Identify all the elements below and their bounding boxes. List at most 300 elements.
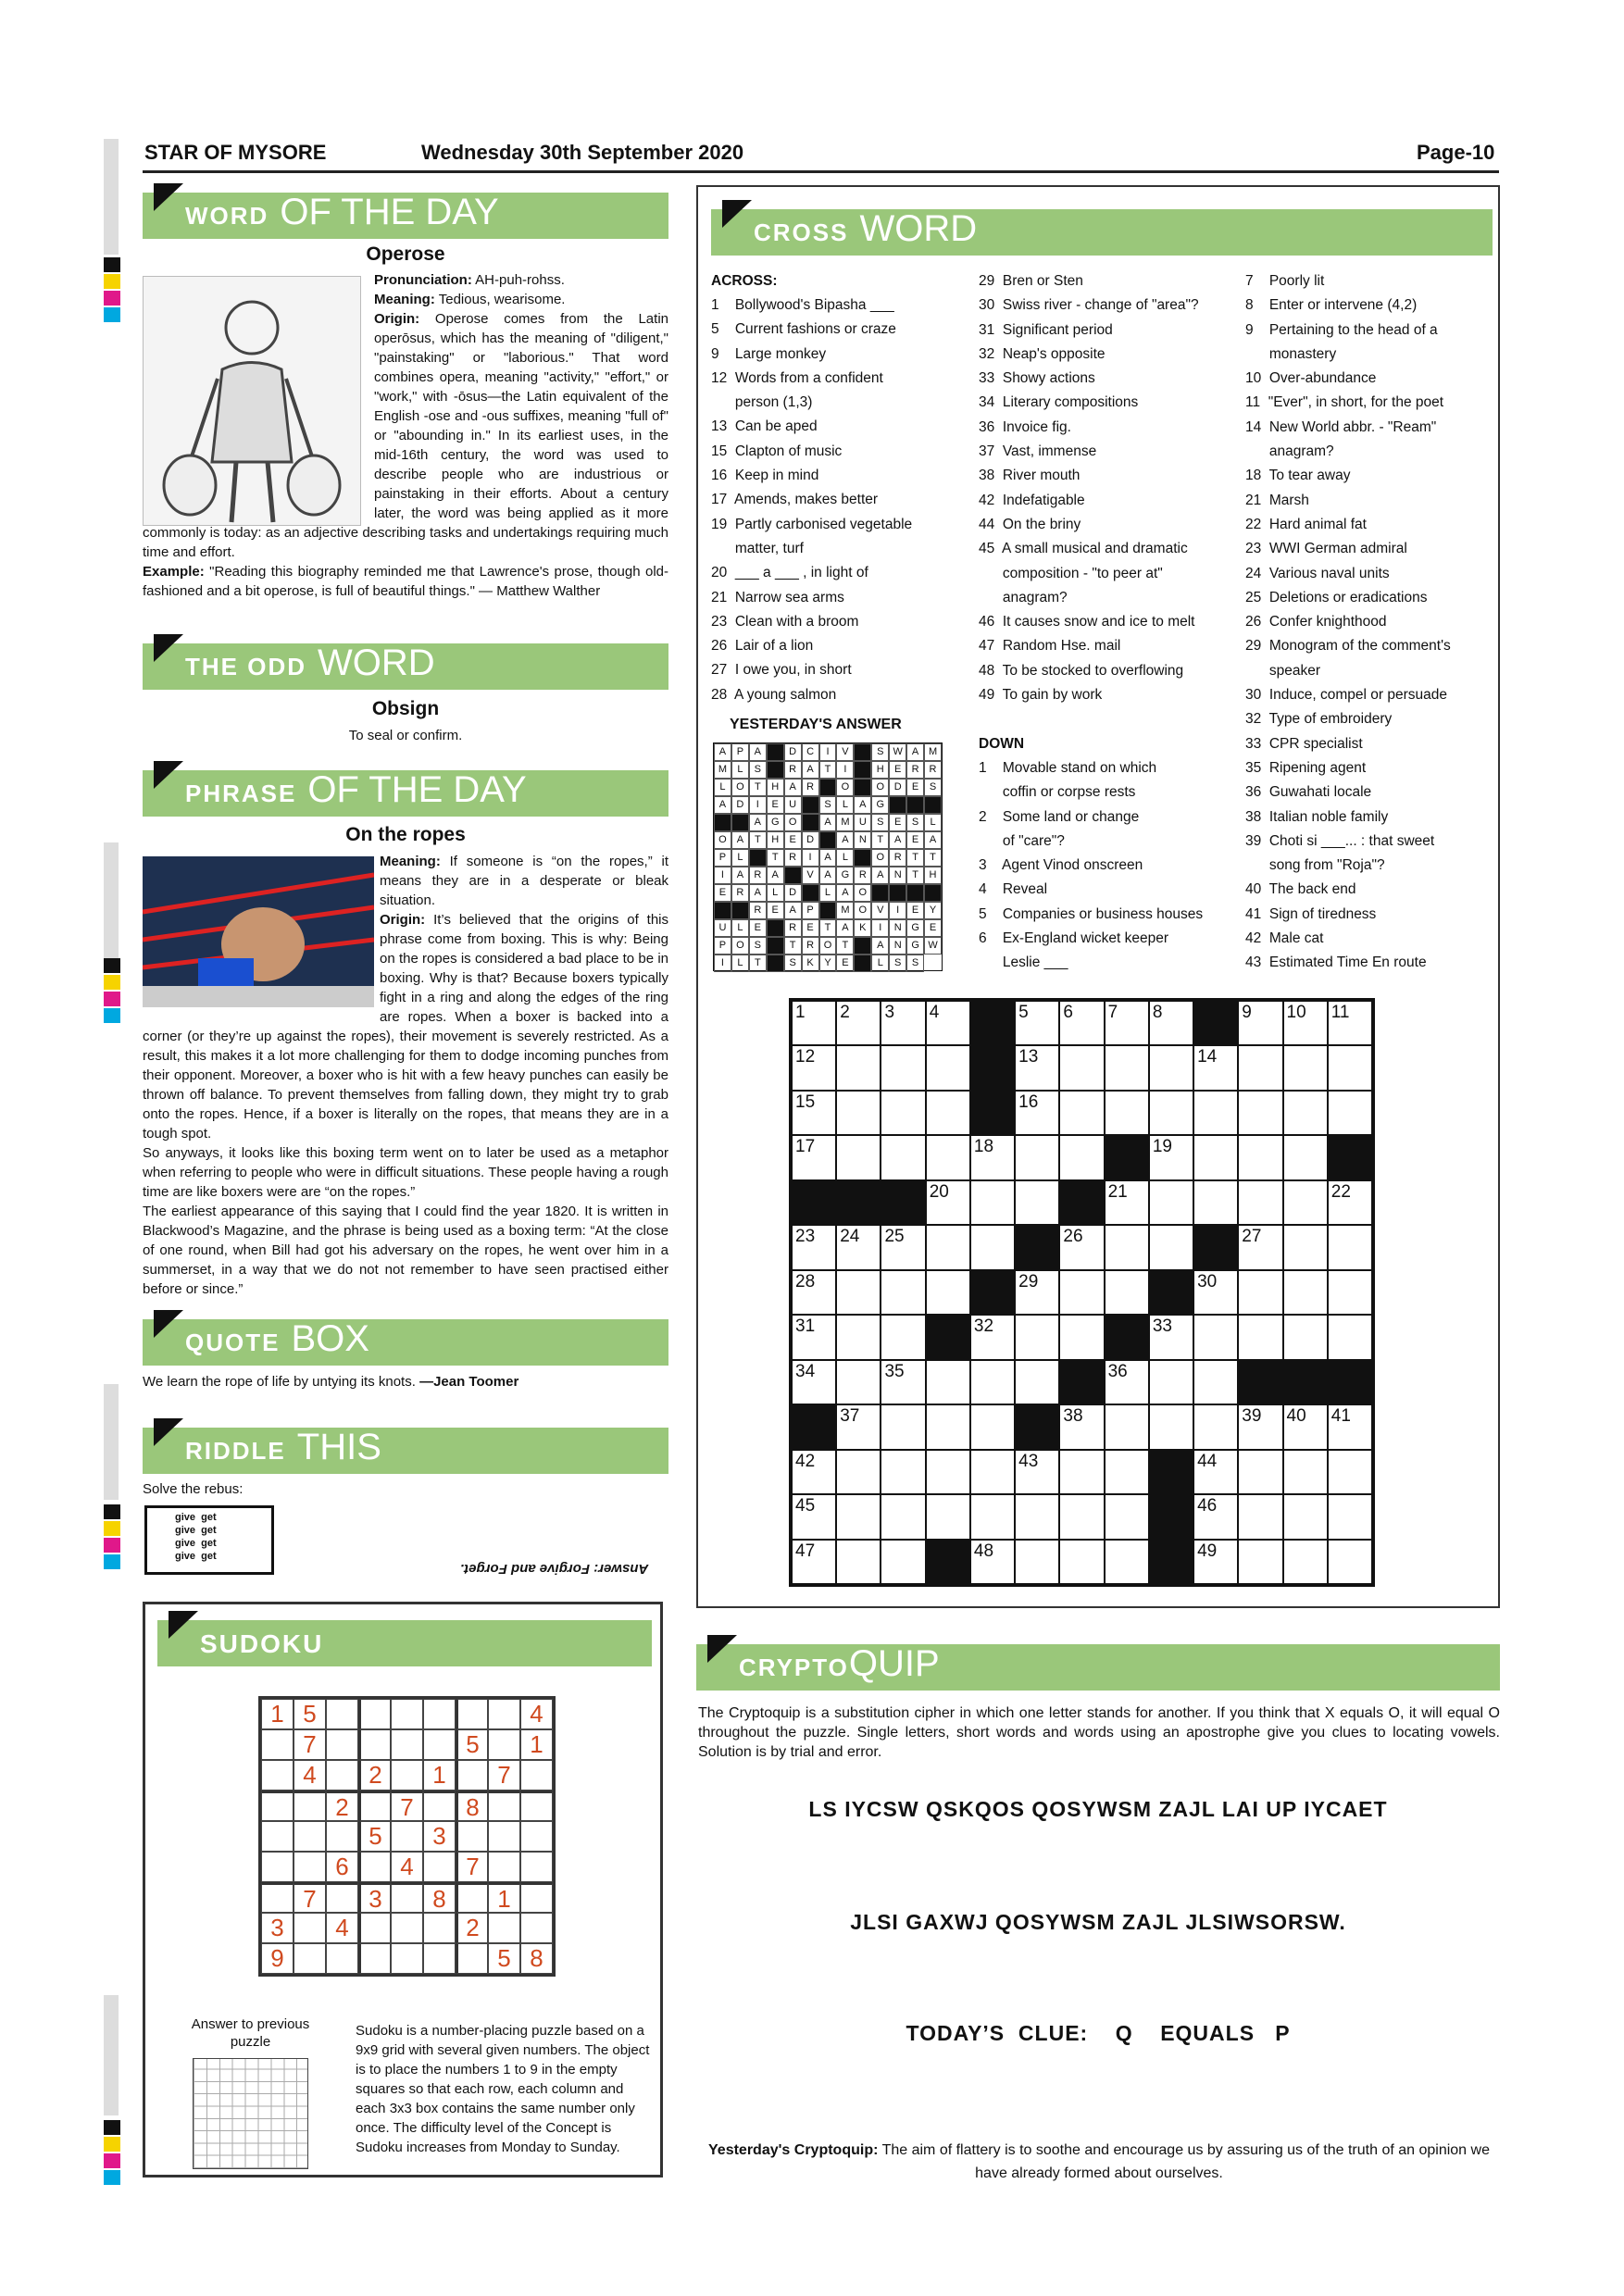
- sudoku-cell[interactable]: [488, 1913, 520, 1943]
- crossword-cell[interactable]: [970, 1360, 1015, 1404]
- crossword-clue-number: 21: [1107, 1181, 1128, 1202]
- crossword-clue-number: 41: [1330, 1406, 1351, 1427]
- answer-block: [802, 796, 819, 814]
- crossword-cell[interactable]: [970, 1225, 1015, 1269]
- crossword-cell[interactable]: [1015, 1315, 1059, 1359]
- sudoku-cell: 1: [488, 1882, 520, 1913]
- sudoku-cell[interactable]: [520, 1760, 553, 1791]
- crossword-cell[interactable]: [1238, 1540, 1282, 1584]
- crossword-cell[interactable]: [792, 1315, 836, 1359]
- crossword-cell[interactable]: [1105, 1450, 1149, 1494]
- sudoku-cell[interactable]: [326, 1729, 358, 1760]
- crossword-cell[interactable]: [1015, 1091, 1059, 1135]
- sudoku-cell: 1: [261, 1699, 294, 1729]
- sudoku-cell: 7: [488, 1760, 520, 1791]
- crossword-cell[interactable]: [1238, 1001, 1282, 1045]
- sudoku-cell[interactable]: [294, 1821, 326, 1852]
- crossword-cell[interactable]: [926, 1270, 970, 1315]
- crossword-cell[interactable]: [926, 1225, 970, 1269]
- crossword-cell[interactable]: [926, 1045, 970, 1090]
- answer-letter: S: [906, 955, 924, 972]
- crossword-cell[interactable]: [1328, 1315, 1372, 1359]
- crossword-clue-number: 13: [1018, 1047, 1039, 1067]
- sudoku-cell[interactable]: [391, 1821, 423, 1852]
- answer-letter: A: [749, 814, 767, 831]
- crossword-clue-number: 36: [1107, 1361, 1128, 1381]
- sudoku-cell[interactable]: [326, 1760, 358, 1791]
- sudoku-cell[interactable]: [520, 1852, 553, 1882]
- answer-letter: T: [749, 831, 767, 849]
- answer-letter: G: [767, 814, 784, 831]
- crossword-cell[interactable]: [836, 1091, 881, 1135]
- crossword-clue-number: 47: [795, 1541, 816, 1561]
- label: Origin:: [374, 311, 420, 327]
- crossword-cell[interactable]: [1015, 1540, 1059, 1584]
- sudoku-cell[interactable]: [261, 1729, 294, 1760]
- sudoku-cell[interactable]: [488, 1729, 520, 1760]
- crossword-cell[interactable]: [1193, 1045, 1238, 1090]
- crossword-cell[interactable]: [1193, 1540, 1238, 1584]
- sudoku-cell: 4: [294, 1760, 326, 1791]
- sudoku-cell[interactable]: [261, 1821, 294, 1852]
- answer-letter: A: [836, 831, 854, 849]
- crossword-cell[interactable]: [836, 1494, 881, 1539]
- sudoku-cell[interactable]: [261, 1760, 294, 1791]
- crossword-cell[interactable]: [1015, 1135, 1059, 1179]
- sudoku-cell[interactable]: [391, 1760, 423, 1791]
- crossword-block: [970, 1091, 1015, 1135]
- answer-letter: I: [714, 867, 731, 884]
- answer-letter: K: [802, 955, 819, 972]
- crossword-cell[interactable]: [1328, 1494, 1372, 1539]
- crossword-cell[interactable]: [970, 1135, 1015, 1179]
- crossword-cell[interactable]: [792, 1001, 836, 1045]
- crossword-cell[interactable]: [970, 1540, 1015, 1584]
- answer-letter: R: [906, 761, 924, 779]
- sudoku-cell[interactable]: [358, 1943, 391, 1974]
- crossword-cell[interactable]: [1059, 1270, 1104, 1315]
- crossword-cell[interactable]: [1193, 1494, 1238, 1539]
- crossword-cell[interactable]: [1015, 1494, 1059, 1539]
- crossword-cell[interactable]: [1149, 1225, 1193, 1269]
- crossword-cell[interactable]: [1328, 1540, 1372, 1584]
- crossword-clue-number: 24: [840, 1227, 860, 1247]
- crossword-cell[interactable]: [1328, 1270, 1372, 1315]
- sudoku-cell[interactable]: [391, 1913, 423, 1943]
- crossword-cell[interactable]: [836, 1315, 881, 1359]
- sudoku-cell[interactable]: [294, 1852, 326, 1882]
- crossword-block: [1149, 1540, 1193, 1584]
- answer-letter: I: [749, 796, 767, 814]
- crossword-cell[interactable]: [792, 1135, 836, 1179]
- banner-small-text: PHRASE: [185, 780, 297, 807]
- crossword-cell[interactable]: [1149, 1180, 1193, 1225]
- crossword-cell[interactable]: [1238, 1225, 1282, 1269]
- crossword-cell[interactable]: [1238, 1404, 1282, 1449]
- crossword-clue-number: 7: [1107, 1003, 1118, 1022]
- crossword-cell[interactable]: [1015, 1001, 1059, 1045]
- sudoku-cell[interactable]: [391, 1729, 423, 1760]
- answer-letter: E: [714, 884, 731, 902]
- crossword-cell[interactable]: [1059, 1404, 1104, 1449]
- crossword-cell[interactable]: [1015, 1450, 1059, 1494]
- sudoku-cell[interactable]: [294, 1791, 326, 1821]
- sudoku-cell[interactable]: [423, 1913, 456, 1943]
- crossword-cell[interactable]: [836, 1001, 881, 1045]
- crossword-cell[interactable]: [1015, 1045, 1059, 1090]
- sudoku-cell[interactable]: [488, 1791, 520, 1821]
- sudoku-cell[interactable]: [456, 1882, 488, 1913]
- crossword-block: [1328, 1135, 1372, 1179]
- word-of-day-pronunciation: [374, 270, 668, 290]
- crossword-block: [970, 1270, 1015, 1315]
- crossword-cell[interactable]: [1149, 1135, 1193, 1179]
- answer-block: [819, 779, 837, 796]
- crossword-cell[interactable]: [792, 1270, 836, 1315]
- answer-letter: E: [802, 919, 819, 937]
- crossword-cell[interactable]: [1328, 1180, 1372, 1225]
- crossword-cell[interactable]: [1328, 1404, 1372, 1449]
- sudoku-cell: 5: [358, 1821, 391, 1852]
- crossword-block: [1283, 1360, 1328, 1404]
- crossword-clue-number: 5: [1018, 1003, 1029, 1022]
- reg-mark: [104, 1554, 120, 1569]
- banner-corner: [722, 200, 752, 228]
- cryptoquip-intro: The Cryptoquip is a substitution cipher in which one letter stands for another. If you think that X equals O, it will equal O throughout the puzzle. Single letters, short words and words using an apostrophe give you clues to locating vowels. Solution is by trial and error.: [698, 1705, 1500, 1760]
- answer-letter: L: [731, 849, 749, 867]
- crossword-cell[interactable]: [1059, 1045, 1104, 1090]
- crossword-cell[interactable]: [836, 1225, 881, 1269]
- answer-letter: S: [871, 743, 889, 761]
- crossword-cell[interactable]: [970, 1404, 1015, 1449]
- crossword-cell[interactable]: [1059, 1540, 1104, 1584]
- answer-letter: W: [889, 743, 906, 761]
- crossword-cell[interactable]: [1149, 1091, 1193, 1135]
- sudoku-cell[interactable]: [391, 1882, 423, 1913]
- crossword-cell[interactable]: [1059, 1450, 1104, 1494]
- crossword-cell[interactable]: [1283, 1001, 1328, 1045]
- crossword-cell[interactable]: [926, 1091, 970, 1135]
- crossword-cell[interactable]: [1105, 1270, 1149, 1315]
- answer-letter: V: [802, 867, 819, 884]
- answer-letter: A: [854, 796, 871, 814]
- crossword-cell[interactable]: [792, 1091, 836, 1135]
- crossword-block: [836, 1180, 881, 1225]
- value: Tedious, wearisome.: [438, 292, 566, 307]
- sudoku-cell[interactable]: [456, 1760, 488, 1791]
- sudoku-cell[interactable]: [520, 1821, 553, 1852]
- crossword-cell[interactable]: [1059, 1135, 1104, 1179]
- banner-small-text: SUDOKU: [200, 1629, 324, 1658]
- crossword-cell[interactable]: [1283, 1315, 1328, 1359]
- crossword-cell[interactable]: [792, 1540, 836, 1584]
- answer-letter: I: [802, 849, 819, 867]
- crossword-clue-number: 33: [1152, 1316, 1172, 1337]
- sudoku-cell[interactable]: [456, 1699, 488, 1729]
- sudoku-cell[interactable]: [261, 1852, 294, 1882]
- crossword-cell[interactable]: [1238, 1315, 1282, 1359]
- crossword-cell[interactable]: [1105, 1494, 1149, 1539]
- sudoku-cell[interactable]: [294, 1913, 326, 1943]
- answer-letter: R: [731, 884, 749, 902]
- crossword-cell[interactable]: [1328, 1045, 1372, 1090]
- crossword-cell[interactable]: [1238, 1450, 1282, 1494]
- answer-letter: V: [836, 743, 854, 761]
- sudoku-cell[interactable]: [423, 1699, 456, 1729]
- cryptoquip-clue: TODAY’S CLUE: Q EQUALS P: [906, 2021, 1291, 2045]
- sudoku-banner: [157, 1620, 652, 1666]
- quote-banner: [143, 1319, 668, 1366]
- crossword-cell[interactable]: [1238, 1135, 1282, 1179]
- crossword-clue-number: 30: [1197, 1271, 1218, 1292]
- crossword-cell[interactable]: [881, 1494, 925, 1539]
- sudoku-cell[interactable]: [391, 1699, 423, 1729]
- crossword-cell[interactable]: [1283, 1450, 1328, 1494]
- crossword-cell[interactable]: [1105, 1225, 1149, 1269]
- answer-letter: R: [784, 919, 802, 937]
- answer-letter: H: [924, 867, 942, 884]
- crossword-cell[interactable]: [1328, 1225, 1372, 1269]
- crossword-cell[interactable]: [881, 1135, 925, 1179]
- sudoku-cell: 1: [520, 1729, 553, 1760]
- answer-letter: O: [784, 814, 802, 831]
- answer-letter: T: [819, 761, 837, 779]
- crossword-cell[interactable]: [926, 1001, 970, 1045]
- crossword-cell[interactable]: [881, 1270, 925, 1315]
- crossword-clue-number: 4: [929, 1003, 940, 1022]
- sudoku-cell[interactable]: [520, 1913, 553, 1943]
- crossword-cell[interactable]: [1193, 1135, 1238, 1179]
- crossword-cell[interactable]: [1105, 1404, 1149, 1449]
- crossword-cell[interactable]: [1149, 1001, 1193, 1045]
- sudoku-cell[interactable]: [391, 1943, 423, 1974]
- crossword-cell[interactable]: [881, 1045, 925, 1090]
- sudoku-cell[interactable]: [520, 1882, 553, 1913]
- crossword-cell[interactable]: [1283, 1494, 1328, 1539]
- crossword-cell[interactable]: [970, 1180, 1015, 1225]
- sudoku-cell[interactable]: [488, 1852, 520, 1882]
- crossword-cell[interactable]: [836, 1270, 881, 1315]
- phrase-meaning: [380, 852, 668, 910]
- crossword-cell[interactable]: [792, 1225, 836, 1269]
- crossword-cell[interactable]: [1105, 1360, 1149, 1404]
- crossword-clue-number: 42: [795, 1451, 816, 1471]
- crossword-cell[interactable]: [792, 1494, 836, 1539]
- crossword-cell[interactable]: [836, 1404, 881, 1449]
- answer-letter: R: [924, 761, 942, 779]
- label: Origin:: [380, 912, 426, 928]
- crossword-cell[interactable]: [1238, 1180, 1282, 1225]
- answer-letter: W: [924, 937, 942, 955]
- answer-letter: A: [784, 779, 802, 796]
- crossword-block: [1105, 1315, 1149, 1359]
- reg-mark: [104, 274, 120, 289]
- crossword-cell[interactable]: [1283, 1135, 1328, 1179]
- crossword-cell[interactable]: [836, 1450, 881, 1494]
- crossword-cell[interactable]: [1193, 1315, 1238, 1359]
- reg-mark: [104, 2120, 120, 2135]
- crossword-cell[interactable]: [1193, 1270, 1238, 1315]
- crossword-cell[interactable]: [881, 1404, 925, 1449]
- crossword-cell[interactable]: [1328, 1450, 1372, 1494]
- crossword-cell[interactable]: [1105, 1180, 1149, 1225]
- crossword-cell[interactable]: [1283, 1045, 1328, 1090]
- answer-letter: A: [889, 831, 906, 849]
- answer-letter: T: [749, 779, 767, 796]
- yesterday-answer-grid: [713, 742, 943, 971]
- crossword-cell[interactable]: [1149, 1404, 1193, 1449]
- crossword-cell[interactable]: [836, 1360, 881, 1404]
- crossword-cell[interactable]: [1015, 1180, 1059, 1225]
- crossword-cell[interactable]: [926, 1180, 970, 1225]
- answer-letter: P: [731, 743, 749, 761]
- crossword-cell[interactable]: [970, 1315, 1015, 1359]
- crossword-cell[interactable]: [1238, 1091, 1282, 1135]
- crossword-cell[interactable]: [970, 1494, 1015, 1539]
- margin-strip: [104, 1995, 119, 2115]
- header-rule: [143, 170, 1499, 173]
- sudoku-cell: 3: [423, 1821, 456, 1852]
- crossword-clue-number: 40: [1286, 1406, 1306, 1427]
- crossword-block: [1193, 1001, 1238, 1045]
- crossword-cell[interactable]: [1105, 1001, 1149, 1045]
- sudoku-cell[interactable]: [261, 1882, 294, 1913]
- answer-letter: A: [871, 937, 889, 955]
- sudoku-cell[interactable]: [326, 1699, 358, 1729]
- sudoku-cell[interactable]: [261, 1791, 294, 1821]
- crossword-cell[interactable]: [926, 1135, 970, 1179]
- answer-letter: R: [889, 849, 906, 867]
- answer-letter: E: [767, 902, 784, 919]
- crossword-cell[interactable]: [1149, 1045, 1193, 1090]
- answer-letter: E: [889, 761, 906, 779]
- crossword-cell[interactable]: [792, 1450, 836, 1494]
- float-spacer: [143, 910, 380, 1012]
- crossword-cell[interactable]: [1238, 1494, 1282, 1539]
- answer-letter: P: [802, 902, 819, 919]
- crossword-cell[interactable]: [881, 1360, 925, 1404]
- answer-letter: A: [784, 902, 802, 919]
- crossword-cell[interactable]: [1149, 1360, 1193, 1404]
- sudoku-cell[interactable]: [358, 1913, 391, 1943]
- sudoku-cell[interactable]: [326, 1943, 358, 1974]
- sudoku-cell[interactable]: [358, 1699, 391, 1729]
- sudoku-cell[interactable]: [326, 1821, 358, 1852]
- crossword-block: [970, 1045, 1015, 1090]
- crossword-cell[interactable]: [1015, 1360, 1059, 1404]
- crossword-cell[interactable]: [1283, 1091, 1328, 1135]
- sudoku-cell[interactable]: [358, 1791, 391, 1821]
- crossword-cell[interactable]: [1283, 1404, 1328, 1449]
- sudoku-cell[interactable]: [456, 1943, 488, 1974]
- crossword-cell[interactable]: [881, 1315, 925, 1359]
- answer-block: [819, 831, 837, 849]
- crossword-cell[interactable]: [1238, 1045, 1282, 1090]
- answer-block: [731, 902, 749, 919]
- crossword-cell[interactable]: [836, 1540, 881, 1584]
- crossword-cell[interactable]: [926, 1360, 970, 1404]
- crossword-cell[interactable]: [1059, 1494, 1104, 1539]
- sudoku-cell[interactable]: [423, 1852, 456, 1882]
- crossword-cell[interactable]: [1283, 1540, 1328, 1584]
- crossword-cell[interactable]: [1105, 1540, 1149, 1584]
- crossword-clue-number: 38: [1063, 1406, 1083, 1427]
- crossword-block: [1105, 1135, 1149, 1179]
- answer-letter: A: [749, 743, 767, 761]
- sudoku-cell[interactable]: [294, 1943, 326, 1974]
- crossword-cell[interactable]: [836, 1045, 881, 1090]
- crossword-cell[interactable]: [1283, 1180, 1328, 1225]
- crossword-cell[interactable]: [1193, 1360, 1238, 1404]
- sudoku-cell[interactable]: [358, 1729, 391, 1760]
- sudoku-cell[interactable]: [520, 1791, 553, 1821]
- answer-block: [731, 814, 749, 831]
- crossword-cell[interactable]: [970, 1450, 1015, 1494]
- sudoku-cell[interactable]: [488, 1821, 520, 1852]
- crossword-cell[interactable]: [1149, 1315, 1193, 1359]
- crossword-cell[interactable]: [926, 1494, 970, 1539]
- sudoku-cell[interactable]: [423, 1791, 456, 1821]
- crossword-cell[interactable]: [1105, 1091, 1149, 1135]
- crossword-cell[interactable]: [1105, 1045, 1149, 1090]
- crossword-cell[interactable]: [1059, 1091, 1104, 1135]
- answer-letter: D: [889, 779, 906, 796]
- crossword-cell[interactable]: [1283, 1270, 1328, 1315]
- crossword-cell[interactable]: [926, 1450, 970, 1494]
- crossword-cell[interactable]: [836, 1135, 881, 1179]
- crossword-cell[interactable]: [881, 1450, 925, 1494]
- crossword-cell[interactable]: [1193, 1091, 1238, 1135]
- answer-letter: D: [784, 743, 802, 761]
- crossword-cell[interactable]: [792, 1045, 836, 1090]
- answer-block: [889, 884, 906, 902]
- crossword-cell[interactable]: [1193, 1450, 1238, 1494]
- sudoku-cell[interactable]: [423, 1943, 456, 1974]
- sudoku-cell[interactable]: [326, 1882, 358, 1913]
- crossword-cell[interactable]: [881, 1091, 925, 1135]
- sudoku-cell[interactable]: [423, 1729, 456, 1760]
- crossword-clue-number: 6: [1063, 1003, 1073, 1022]
- crossword-cell[interactable]: [1283, 1225, 1328, 1269]
- answer-letter: A: [906, 743, 924, 761]
- sudoku-cell[interactable]: [456, 1821, 488, 1852]
- crossword-cell[interactable]: [881, 1225, 925, 1269]
- value: If someone is “on the ropes,” it means they are in a desperate or bleak situation.: [380, 854, 668, 908]
- word-of-day-origin: [143, 309, 668, 601]
- label: Yesterday's Cryptoquip:: [708, 2142, 879, 2158]
- sudoku-cell[interactable]: [358, 1852, 391, 1882]
- crossword-clue-number: 14: [1197, 1047, 1218, 1067]
- answer-letter: N: [889, 919, 906, 937]
- crossword-cell[interactable]: [1328, 1091, 1372, 1135]
- crossword-cell[interactable]: [1059, 1315, 1104, 1359]
- answer-letter: U: [714, 919, 731, 937]
- crossword-cell[interactable]: [926, 1404, 970, 1449]
- crossword-cell[interactable]: [1059, 1001, 1104, 1045]
- answer-letter: O: [871, 779, 889, 796]
- quote: We learn the rope of life by untying its knots.: [143, 1374, 416, 1390]
- crossword-cell[interactable]: [1059, 1225, 1104, 1269]
- sudoku-cell[interactable]: [488, 1699, 520, 1729]
- crossword-cell[interactable]: [1015, 1270, 1059, 1315]
- crossword-cell[interactable]: [1193, 1404, 1238, 1449]
- crossword-cell[interactable]: [792, 1360, 836, 1404]
- crossword-cell[interactable]: [1238, 1270, 1282, 1315]
- crossword-cell[interactable]: [881, 1001, 925, 1045]
- crossword-cell[interactable]: [1193, 1180, 1238, 1225]
- crossword-cell[interactable]: [881, 1540, 925, 1584]
- crossword-cell[interactable]: [1328, 1001, 1372, 1045]
